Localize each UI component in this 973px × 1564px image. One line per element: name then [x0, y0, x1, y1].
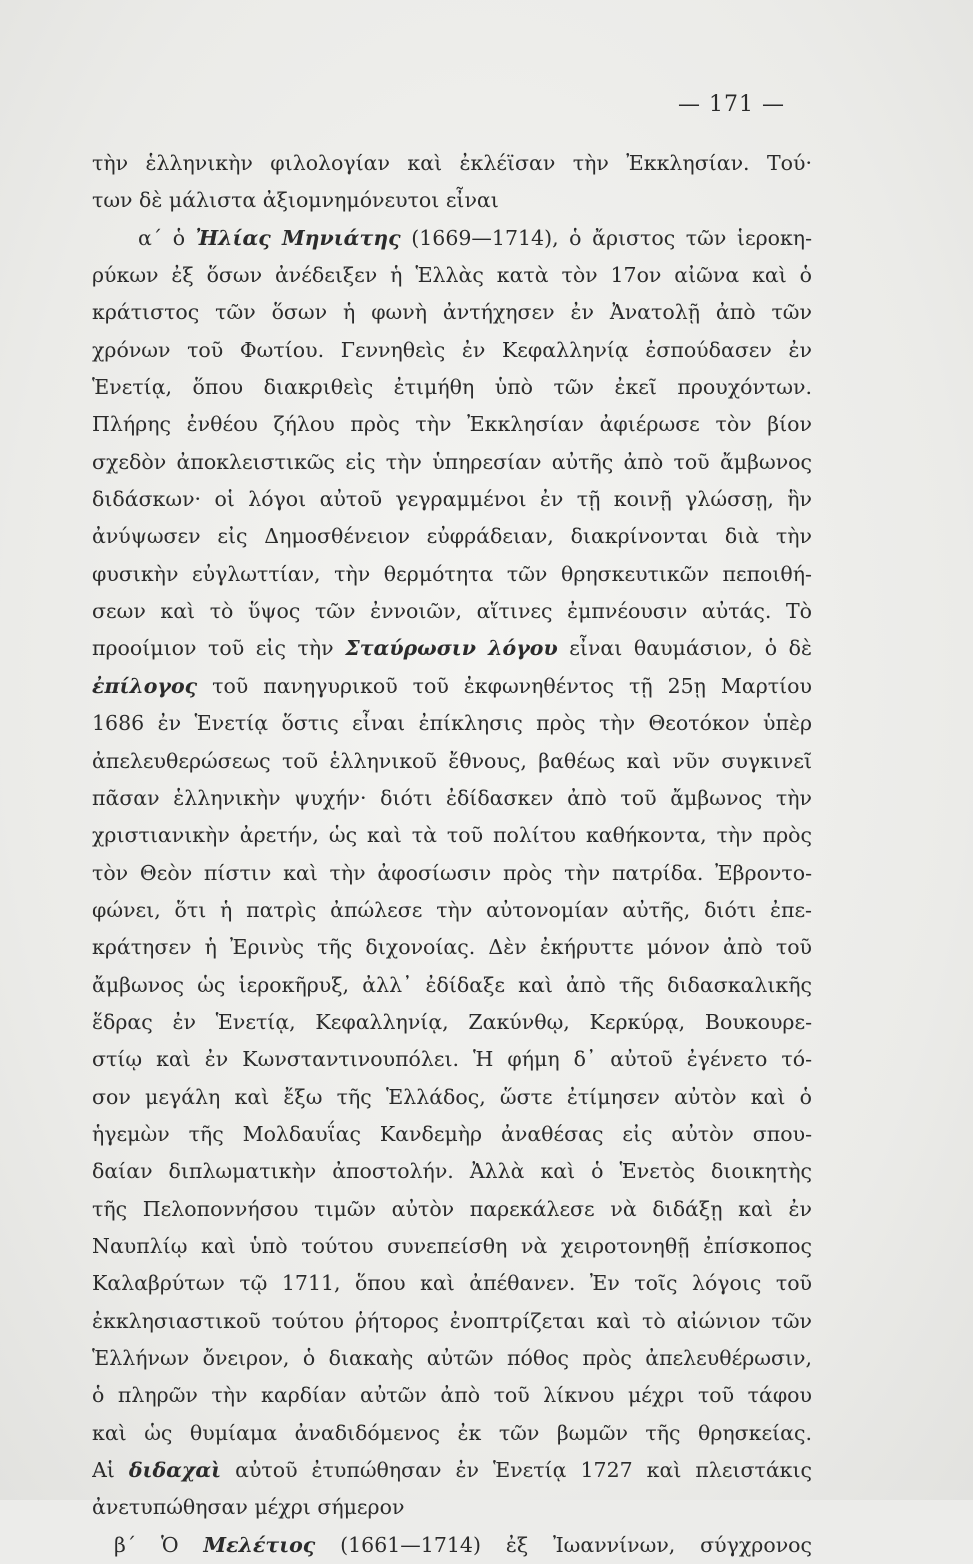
text-span: Αἱ — [92, 1458, 129, 1483]
emphasized-text: ἐπίλογος — [92, 673, 198, 698]
text-span: τὸν Θεὸν πίστιν καὶ τὴν ἀφοσίωσιν πρὸς τὴν πατρίδα. Ἐβροντο- — [92, 860, 812, 885]
text-span: ρύκων ἐξ ὅσων ἀνέδειξεν ἡ Ἑλλὰς κατὰ τὸν 17ον αἰῶνα καὶ ὁ — [92, 263, 812, 288]
text-line — [92, 967, 812, 1004]
text-line — [92, 294, 812, 331]
text-line — [92, 817, 812, 854]
text-line — [92, 743, 812, 780]
text-line — [92, 855, 812, 892]
text-span: ἀνετυπώθησαν μέχρι σήμερον — [92, 1495, 405, 1520]
page-number: — 171 — — [678, 92, 785, 117]
text-span: Ἑνετίᾳ, ὅπου διακριθεὶς ἐτιμήθη ὑπὸ τῶν ἐκεῖ προυχόντων. — [92, 375, 812, 400]
text-span: δαίαν διπλωματικὴν ἀποστολήν. Ἀλλὰ καὶ ὁ Ἑνετὸς διοικητὴς — [92, 1159, 812, 1184]
text-line — [92, 1079, 812, 1116]
text-line — [92, 668, 812, 705]
text-span: προοίμιον τοῦ εἰς τὴν — [92, 636, 346, 661]
text-line — [92, 1377, 812, 1414]
text-span: ὁ πληρῶν τὴν καρδίαν αὐτῶν ἀπὸ τοῦ λίκνου μέχρι τοῦ τάφου — [92, 1383, 812, 1408]
text-line — [92, 705, 812, 742]
text-line — [92, 518, 812, 555]
emphasized-text: Σταύρωσιν λόγου — [345, 636, 558, 661]
text-line — [92, 182, 812, 219]
text-line — [92, 1228, 812, 1265]
text-span: ἐκκλησιαστικοῦ τούτου ῥήτορος ἐνοπτρίζεται καὶ τὸ αἰώνιον τῶν — [92, 1308, 812, 1333]
text-line — [92, 369, 812, 406]
text-span: ἀπελευθερώσεως τοῦ ἑλληνικοῦ ἔθνους, βαθέως καὶ νῦν συγκινεῖ — [92, 748, 812, 773]
text-span: τοῦ πανηγυρικοῦ τοῦ ἐκφωνηθέντος τῇ 25ῃ Μαρτίου — [197, 673, 812, 698]
text-span: κράτησεν ἡ Ἐρινὺς τῆς διχονοίας. Δὲν ἐκήρυττε μόνον ἀπὸ τοῦ — [92, 935, 812, 960]
text-line — [92, 1004, 812, 1041]
text-span: ἀνύψωσεν εἰς Δημοσθένειον εὐφράδειαν, διακρίνονται διὰ τὴν — [92, 524, 812, 549]
text-line — [92, 929, 812, 966]
text-span: ἄμβωνος ὡς ἱεροκῆρυξ, ἀλλ᾽ ἐδίδαξε καὶ ἀπὸ τῆς διδασκαλικῆς — [92, 972, 812, 997]
text-span: Ἑλλήνων ὄνειρον, ὁ διακαὴς αὐτῶν πόθος πρὸς ἀπελευθέρωσιν, — [92, 1346, 812, 1370]
text-span: καὶ ὡς θυμίαμα ἀναδιδόμενος ἐκ τῶν βωμῶν τῆς θρησκείας. — [92, 1420, 812, 1445]
text-line — [92, 145, 812, 182]
text-line — [92, 1153, 812, 1190]
text-span: Καλαβρύτων τῷ 1711, ὅπου καὶ ἀπέθανεν. Ἐν τοῖς λόγοις τοῦ — [92, 1271, 812, 1296]
text-span: κράτιστος τῶν ὅσων ἡ φωνὴ ἀντήχησεν ἐν Ἀνατολῇ ἀπὸ τῶν — [92, 300, 812, 325]
text-span: πᾶσαν ἑλληνικὴν ψυχήν· διότι ἐδίδασκεν ἀπὸ τοῦ ἄμβωνος τὴν — [92, 785, 812, 810]
text-line — [92, 630, 812, 667]
text-span: σεων καὶ τὸ ὕψος τῶν ἐννοιῶν, αἵτινες ἐμπνέουσιν αὐτάς. Τὸ — [92, 599, 812, 624]
text-span: διδάσκων· οἱ λόγοι αὐτοῦ γεγραμμένοι ἐν τῇ κοινῇ γλώσσῃ, ἣν — [92, 487, 812, 512]
text-span: εἶναι θαυμάσιον, ὁ δὲ — [557, 636, 812, 661]
text-line — [92, 1191, 812, 1228]
text-line — [92, 892, 812, 929]
text-line — [92, 1041, 812, 1078]
text-line — [92, 1415, 812, 1452]
text-span: στίῳ καὶ ἐν Κωνσταντινουπόλει. Ἡ φήμη δ᾽ αὐτοῦ ἐγένετο τό- — [92, 1047, 812, 1072]
text-span: 1686 ἐν Ἑνετίᾳ ὅστις εἶναι ἐπίκλησις πρὸς τὴν Θεοτόκον ὑπὲρ — [92, 711, 812, 736]
text-span: φυσικὴν εὐγλωττίαν, τὴν θερμότητα τῶν θρησκευτικῶν πεποιθή- — [92, 561, 812, 586]
text-line — [92, 220, 812, 257]
text-span: τὴν ἑλληνικὴν φιλολογίαν καὶ ἐκλέϊσαν τὴν Ἐκκλησίαν. Τού· — [92, 151, 812, 175]
text-span: (1669—1714), ὁ ἄριστος τῶν ἱεροκη- — [400, 225, 812, 250]
text-span: σχεδὸν ἀποκλειστικῶς εἰς τὴν ὑπηρεσίαν αὐτῆς ἀπὸ τοῦ ἄμβωνος — [92, 449, 812, 474]
text-line — [92, 1527, 812, 1564]
text-line — [92, 1489, 812, 1526]
text-line — [92, 780, 812, 817]
text-line — [92, 444, 812, 481]
text-line — [92, 1265, 812, 1302]
text-span: α΄ ὁ — [138, 225, 196, 250]
text-span: των δὲ μάλιστα ἀξιομνημόνευτοι εἶναι — [92, 188, 499, 213]
emphasized-text: Μελέτιος — [203, 1532, 316, 1557]
text-line — [92, 481, 812, 518]
text-line — [92, 406, 812, 443]
text-line — [92, 1452, 812, 1489]
text-span: αὐτοῦ ἐτυπώθησαν ἐν Ἑνετίᾳ 1727 καὶ πλειστάκις — [221, 1458, 812, 1483]
text-line — [92, 593, 812, 630]
text-span: β΄ Ὁ — [114, 1532, 204, 1557]
text-span: ἡγεμὼν τῆς Μολδαυΐας Κανδεμὴρ ἀναθέσας εἰς αὐτὸν σπου- — [92, 1121, 812, 1146]
text-line — [92, 1303, 812, 1340]
text-span: φώνει, ὅτι ἡ πατρὶς ἀπώλεσε τὴν αὐτονομίαν αὐτῆς, διότι ἐπε- — [92, 897, 812, 922]
text-span: τῆς Πελοποννήσου τιμῶν αὐτὸν παρεκάλεσε νὰ διδάξῃ καὶ ἐν — [92, 1196, 812, 1221]
text-line — [92, 1340, 812, 1377]
text-span: χρόνων τοῦ Φωτίου. Γεννηθεὶς ἐν Κεφαλληνίᾳ ἐσπούδασεν ἐν — [92, 337, 812, 362]
text-line — [92, 1116, 812, 1153]
text-span: Ναυπλίῳ καὶ ὑπὸ τούτου συνεπείσθη νὰ χειροτονηθῇ ἐπίσκοπος — [92, 1233, 812, 1258]
emphasized-text: Ἠλίας Μηνιάτης — [195, 225, 401, 250]
emphasized-text: διδαχαὶ — [128, 1458, 222, 1483]
text-line — [92, 332, 812, 369]
text-span: σον μεγάλη καὶ ἔξω τῆς Ἑλλάδος, ὥστε ἐτίμησεν αὐτὸν καὶ ὁ — [92, 1084, 812, 1109]
text-line — [92, 257, 812, 294]
text-span: Πλήρης ἐνθέου ζήλου πρὸς τὴν Ἐκκλησίαν ἀφιέρωσε τὸν βίον — [92, 412, 812, 437]
text-span: χριστιανικὴν ἀρετήν, ὡς καὶ τὰ τοῦ πολίτου καθήκοντα, τὴν πρὸς — [92, 823, 812, 848]
text-span: ἕδρας ἐν Ἑνετίᾳ, Κεφαλληνίᾳ, Ζακύνθῳ, Κερκύρᾳ, Βουκουρε- — [92, 1009, 812, 1034]
body-text — [92, 145, 812, 1564]
text-line — [92, 556, 812, 593]
text-span: (1661—1714) ἐξ Ἰωαννίνων, σύγχρονος — [315, 1532, 812, 1557]
